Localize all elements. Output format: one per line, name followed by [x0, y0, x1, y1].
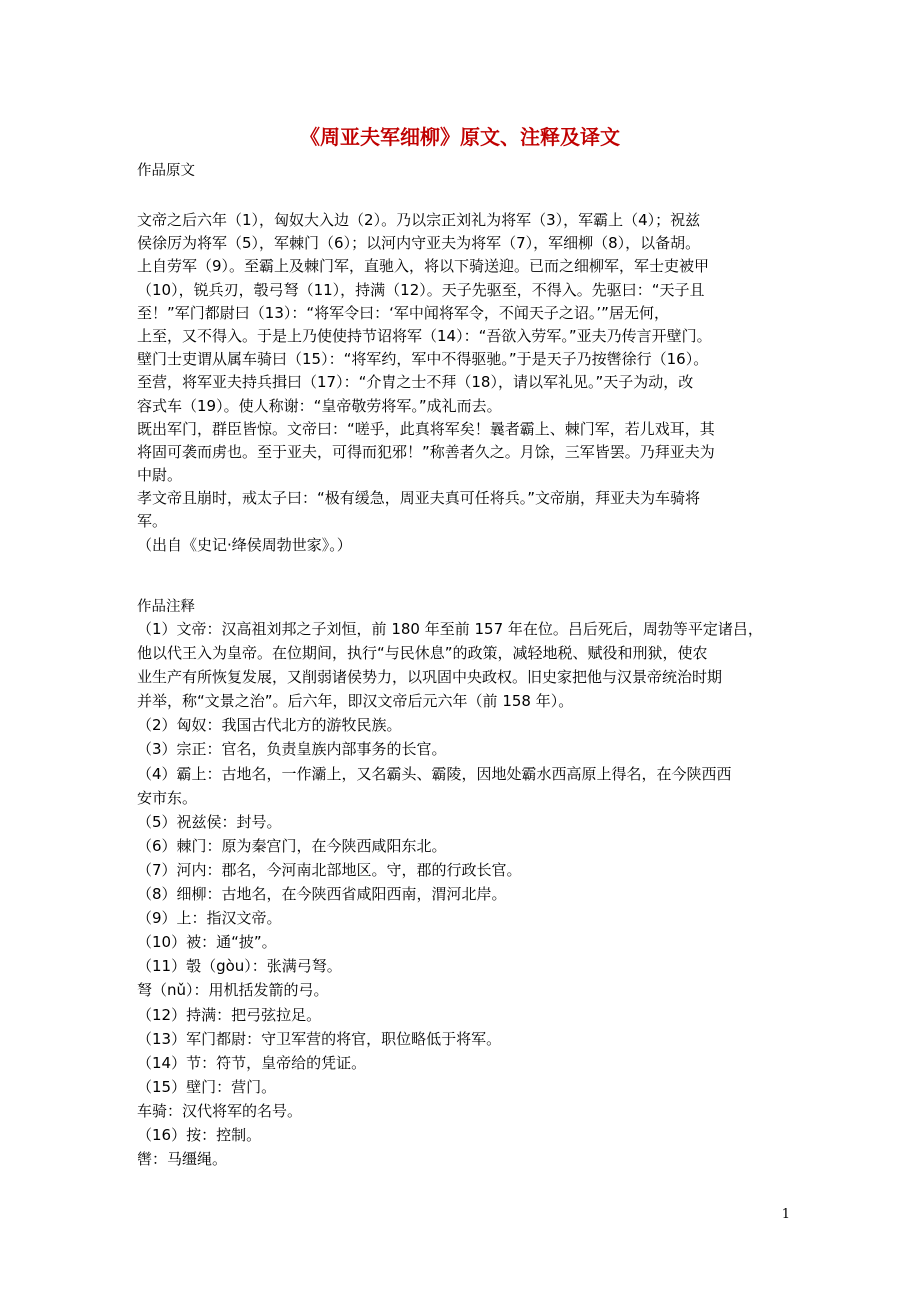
original-line: （10），锐兵刃，彀弓弩（11），持满（12）。天子先驱至，不得入。先驱曰：“天子且 — [137, 280, 705, 299]
note-line: （1）文帝：汉高祖刘邦之子刘恒，前 180 年至前 157 年在位。吕后死后，周勃等平定诸吕， — [137, 620, 763, 638]
note-line: 安市东。 — [137, 788, 198, 807]
note-line: 业生产有所恢复发展，又削弱诸侯势力，以巩固中央政权。旧史家把他与汉景帝统治时期 — [137, 668, 723, 687]
original-line: 壁门士吏谓从属车骑曰（15）：“将军约，军中不得驱驰。”于是天子乃按辔徐行（16）。 — [137, 350, 709, 369]
note-line: （12）持满：把弓弦拉足。 — [137, 1005, 322, 1024]
note-line: （4）霸上：古地名，一作灞上，又名霸头、霸陵，因地处霸水西高原上得名，在今陕西西 — [137, 764, 732, 783]
notes-heading: 作品注释 — [137, 599, 195, 615]
note-line: （16）按：控制。 — [137, 1125, 262, 1144]
original-line: 既出军门，群臣皆惊。文帝曰：“嗟乎，此真将军矣！曩者霸上、棘门军，若儿戏耳，其 — [137, 419, 715, 438]
original-line: 军。 — [137, 512, 168, 531]
note-line: （13）军门都尉：守卫军营的将官，职位略低于将军。 — [137, 1029, 502, 1048]
note-line: （11）彀（gòu）：张满弓弩。 — [137, 957, 342, 976]
original-line: 中尉。 — [137, 466, 183, 485]
source-citation: （出自《史记·绛侯周勃世家》。） — [137, 535, 352, 554]
note-line: 车骑：汉代将军的名号。 — [137, 1101, 303, 1120]
note-line: （8）细柳：古地名，在今陕西省咸阳西南，渭河北岸。 — [137, 885, 507, 904]
original-line: 容式车（19）。使人称谢：“皇帝敬劳将军。”成礼而去。 — [137, 396, 502, 415]
page-number: 1 — [781, 1207, 790, 1222]
note-line: （9）上：指汉文帝。 — [137, 909, 282, 928]
original-line: 上至，又不得入。于是上乃使使持节诏将军（14）：“吾欲入劳军。”亚夫乃传言开壁门。 — [137, 326, 712, 345]
note-line: （6）棘门：原为秦宫门，在今陕西咸阳东北。 — [137, 836, 447, 855]
original-line: 侯徐厉为将军（5），军棘门（6）；以河内守亚夫为将军（7），军细柳（8），以备胡。 — [137, 234, 701, 253]
note-line: 他以代王入为皇帝。在位期间，执行“与民休息”的政策，减轻地税、赋役和刑狱，使农 — [137, 644, 708, 663]
original-text — [137, 209, 802, 557]
original-line: 上自劳军（9）。至霸上及棘门军，直驰入，将以下骑送迎。已而之细柳军，军士吏被甲 — [137, 257, 710, 276]
original-line: 将固可袭而虏也。至于亚夫，可得而犯邪！”称善者久之。月馀，三军皆罢。乃拜亚夫为 — [137, 442, 715, 461]
note-line: （5）祝兹侯：封号。 — [137, 812, 282, 831]
note-line: （3）宗正：官名，负责皇族内部事务的长官。 — [137, 740, 447, 759]
note-line: 辔：马缰绳。 — [137, 1150, 228, 1169]
note-line: 并举，称“文景之治”。后六年，即汉文帝后元六年（前 158 年）。 — [137, 692, 574, 711]
note-line: （2）匈奴：我国古代北方的游牧民族。 — [137, 716, 402, 735]
note-line: （7）河内：郡名，今河南北部地区。守，郡的行政长官。 — [137, 860, 522, 879]
original-heading: 作品原文 — [137, 163, 195, 179]
note-line: 弩（nǔ）：用机括发箭的弓。 — [137, 981, 329, 1000]
original-line: 孝文帝且崩时，戒太子曰：“极有缓急，周亚夫真可任将兵。”文帝崩，拜亚夫为车骑将 — [137, 489, 701, 508]
original-line: 至营，将军亚夫持兵揖曰（17）：“介胄之士不拜（18），请以军礼见。”天子为动，改 — [137, 373, 694, 392]
note-line: （15）壁门：营门。 — [137, 1077, 277, 1096]
note-line: （14）节：符节，皇帝给的凭证。 — [137, 1053, 367, 1072]
original-line: 至！”军门都尉曰（13）：“将军令曰：‘军中闻将军令，不闻天子之诏。’”居无何， — [137, 303, 669, 322]
note-line: （10）被：通“披”。 — [137, 933, 277, 952]
original-line: 文帝之后六年（1），匈奴大入边（2）。乃以宗正刘礼为将军（3），军霸上（4）；祝兹 — [137, 211, 701, 229]
document-title: 《周亚夫军细柳》原文、注释及译文 — [300, 125, 620, 149]
notes-list — [137, 617, 802, 1171]
